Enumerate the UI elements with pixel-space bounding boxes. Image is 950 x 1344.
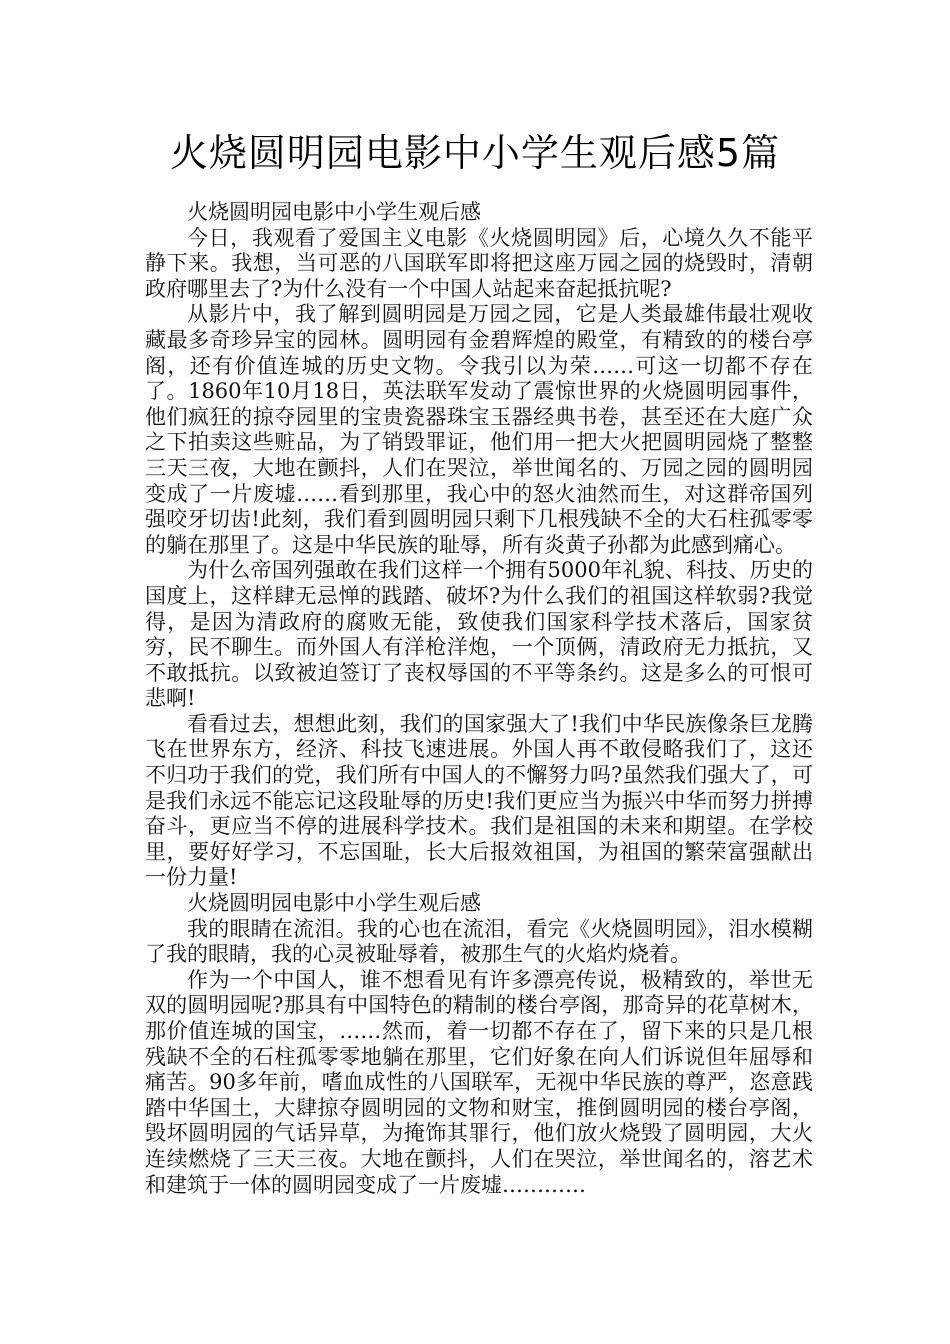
body-paragraph: 看看过去，想想此刻，我们的国家强大了!我们中华民族像条巨龙腾飞在世界东方，经济、科技飞速进展。外国人再不敢侵略我们了，这还不归功于我们的党，我们所有中国人的不懈努力吗?虽然我们强大了，可是我们永远不能忘记这段耻辱的历史!我们更应当为振兴中华而努力拼搏奋斗，更应当不停的进展科学技术。我们是祖国的未来和期望。在学校里，要好好学习，不忘国耻，长大后报效祖国，为祖国的繁荣富强献出一份力量! [145, 711, 813, 890]
document-body [145, 200, 813, 1198]
body-paragraph: 我的眼睛在流泪。我的心也在流泪，看完《火烧圆明园》，泪水模糊了我的眼睛，我的心灵被耻辱着，被那生气的火焰灼烧着。 [145, 916, 813, 967]
section-heading: 火烧圆明园电影中小学生观后感 [187, 891, 481, 916]
body-paragraph: 为什么帝国列强敢在我们这样一个拥有5000年礼貌、科技、历史的国度上，这样肆无忌惮的践踏、破坏?为什么我们的祖国这样软弱?我觉得，是因为清政府的腐败无能，致使我们国家科学技术落后，国家贫穷，民不聊生。而外国人有洋枪洋炮，一个顶俩，清政府无力抵抗，又不敢抵抗。以致被迫签订了丧权辱国的不平等条约。这是多么的可恨可悲啊! [145, 558, 813, 711]
body-paragraph: 今日，我观看了爱国主义电影《火烧圆明园》后，心境久久不能平静下来。我想，当可恶的八国联军即将把这座万园之园的烧毁时，清朝政府哪里去了?为什么没有一个中国人站起来奋起抵抗呢? [145, 225, 813, 301]
body-paragraph: 作为一个中国人，谁不想看见有许多漂亮传说，极精致的，举世无双的圆明园呢?那具有中国特色的精制的楼台亭阁，那奇异的花草树木，那价值连城的国宝，……然而，着一切都不存在了，留下来的只是几根残缺不全的石柱孤零零地躺在那里，它们好象在向人们诉说但年屈辱和痛苦。90多年前，嗜血成性的八国联军，无视中华民族的尊严，恣意践踏中华国土，大肆掠夺圆明园的文物和财宝，推倒圆明园的楼台亭阁，毁坏圆明园的气话异草，为掩饰其罪行，他们放火烧毁了圆明园，大火连续燃烧了三天三夜。大地在颤抖，人们在哭泣，举世闻名的，溶艺术和建筑于一体的圆明园变成了一片废墟………… [145, 967, 813, 1197]
body-paragraph: 从影片中，我了解到圆明园是万园之园，它是人类最雄伟最壮观收藏最多奇珍异宝的园林。圆明园有金碧辉煌的殿堂，有精致的的楼台亭阁，还有价值连城的历史文物。令我引以为荣……可这一切都不存在了。1860年10月18日，英法联军发动了震惊世界的火烧圆明园事件，他们疯狂的掠夺园里的宝贵瓷器珠宝玉器经典书卷，甚至还在大庭广众之下拍卖这些赃品，为了销毁罪证，他们用一把大火把圆明园烧了整整三天三夜，大地在颤抖，人们在哭泣，举世闻名的、万园之园的圆明园变成了一片废墟……看到那里，我心中的怒火油然而生，对这群帝国列强咬牙切齿!此刻，我们看到圆明园只剩下几根残缺不全的大石柱孤零零的躺在那里了。这是中华民族的耻辱，所有炎黄子孙都为此感到痛心。 [145, 302, 813, 557]
document-title: 火烧圆明园电影中小学生观后感5篇 [169, 131, 781, 175]
section-heading: 火烧圆明园电影中小学生观后感 [187, 200, 481, 224]
